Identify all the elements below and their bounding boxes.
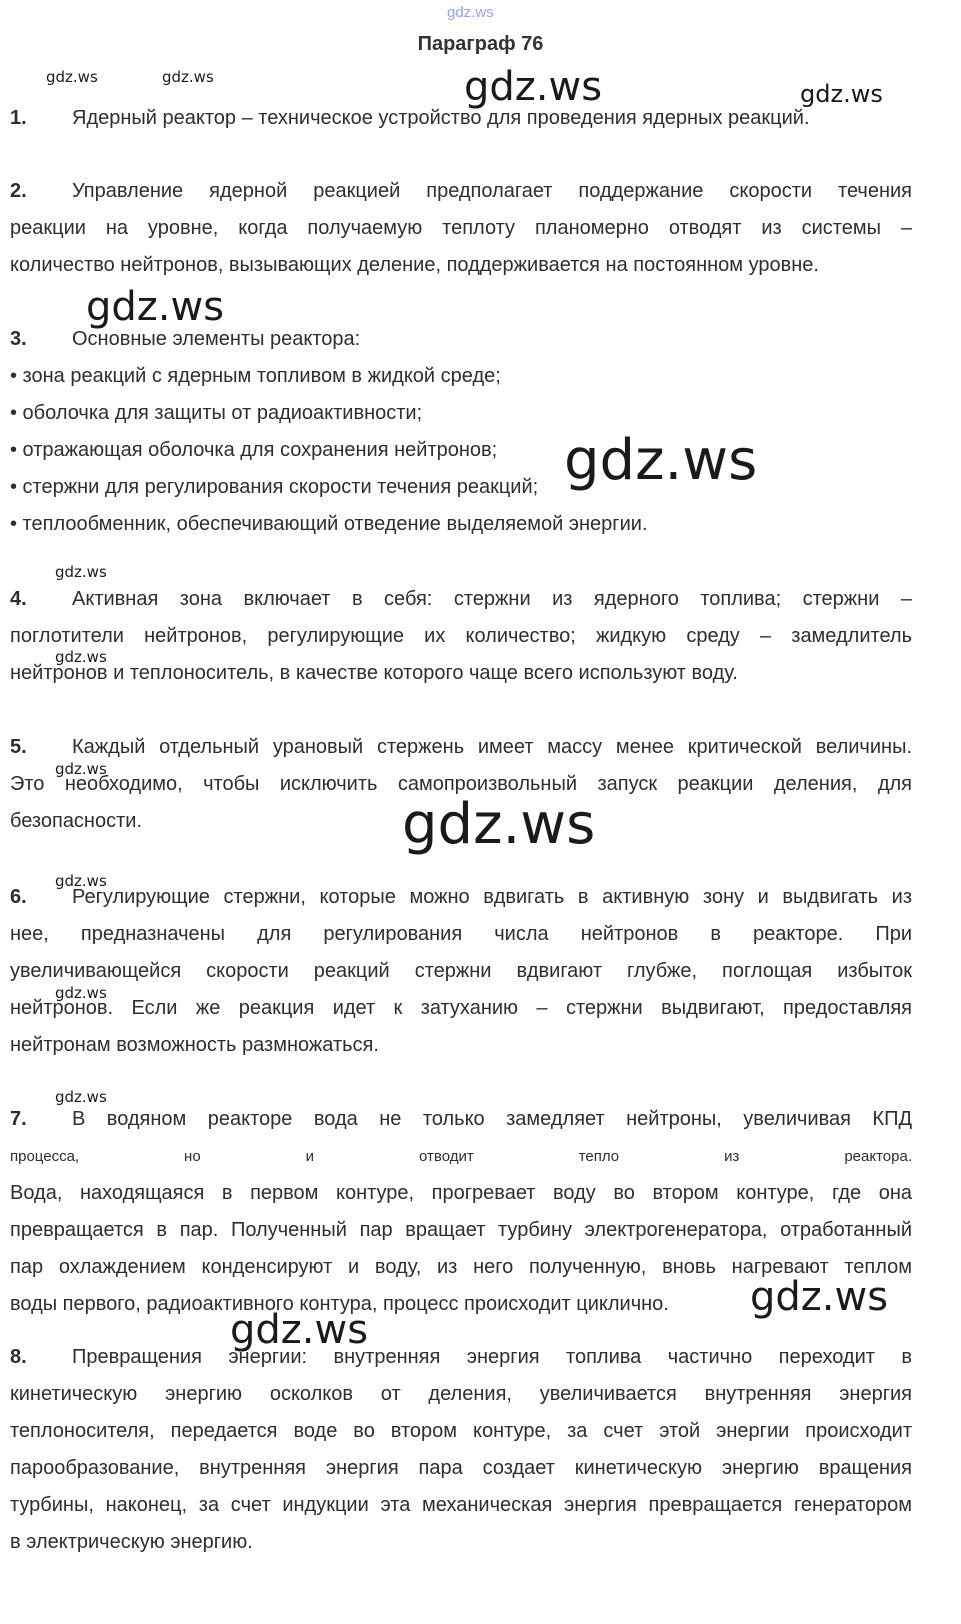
watermark: gdz.ws (800, 80, 883, 108)
item-text: нее, предназначены для регулирования числа нейтронов в реакторе. При (10, 923, 912, 945)
watermark: gdz.ws (46, 68, 98, 86)
watermark: gdz.ws (464, 64, 603, 110)
item-4 (10, 581, 912, 692)
item-text: нейтронов. Если же реакция идет к затуханию – стержни выдвигают, предоставляя (10, 997, 912, 1019)
item-text: пар охлаждением конденсируют и воду, из него полученную, вновь нагревают теплом (10, 1256, 912, 1278)
watermark: gdz.ws (55, 984, 107, 1002)
item-text: Основные элементы реактора: (72, 328, 361, 350)
watermark: gdz.ws (564, 428, 758, 493)
watermark: gdz.ws (230, 1307, 369, 1353)
item-text: воды первого, радиоактивного контура, процесс происходит циклично. (10, 1293, 669, 1315)
item-text: Регулирующие стержни, которые можно вдвигать в активную зону и выдвигать из (72, 886, 912, 908)
watermark: gdz.ws (402, 792, 596, 857)
item-text: Каждый отдельный урановый стержень имеет массу менее критической величины. (72, 736, 912, 758)
item-text: турбины, наконец, за счет индукции эта механическая энергия превращается генератором (10, 1494, 912, 1516)
item-number: 6. (10, 886, 27, 908)
item-number: 3. (10, 328, 27, 350)
item-8 (10, 1339, 912, 1561)
item-text: количество нейтронов, вызывающих деление, поддерживается на постоянном уровне. (10, 254, 819, 276)
item-text: Ядерный реактор – техническое устройство для проведения ядерных реакций. (72, 107, 810, 129)
item-number: 8. (10, 1346, 27, 1368)
item-text: Управление ядерной реакцией предполагает поддержание скорости течения (72, 180, 912, 202)
list-item: • оболочка для защиты от радиоактивности; (10, 402, 423, 424)
watermark: gdz.ws (55, 872, 107, 890)
item-text: В водяном реакторе вода не только замедляет нейтроны, увеличивая КПД (72, 1108, 912, 1130)
item-text: нейтронам возможность размножаться. (10, 1034, 379, 1056)
watermark: gdz.ws (750, 1274, 889, 1320)
list-item: • теплообменник, обеспечивающий отведение выделяемой энергии. (10, 513, 648, 535)
top-watermark: gdz.ws (447, 4, 494, 21)
item-text: кинетическую энергию осколков от деления, увеличивается внутренняя энергия (10, 1383, 912, 1405)
item-1 (10, 100, 912, 137)
item-text: реакции на уровне, когда получаемую теплоту планомерно отводят из системы – (10, 217, 912, 239)
item-7 (10, 1101, 912, 1323)
item-5 (10, 729, 912, 840)
item-3 (10, 321, 912, 543)
item-2 (10, 173, 912, 284)
watermark: gdz.ws (162, 68, 214, 86)
list-item: • отражающая оболочка для сохранения нейтронов; (10, 439, 498, 461)
watermark: gdz.ws (86, 284, 225, 330)
item-text: безопасности. (10, 810, 142, 832)
item-number: 4. (10, 588, 27, 610)
item-text: Это необходимо, чтобы исключить самопроизвольный запуск реакции деления, для (10, 773, 912, 795)
item-text: поглотители нейтронов, регулирующие их количество; жидкую среду – замедлитель (10, 625, 912, 647)
list-item: • стержни для регулирования скорости течения реакций; (10, 476, 539, 498)
item-text: в электрическую энергию. (10, 1531, 253, 1553)
list-item: • зона реакций с ядерным топливом в жидкой среде; (10, 365, 501, 387)
watermark: gdz.ws (55, 1088, 107, 1106)
item-text: процесса, но и отводит тепло из реактора. (10, 1148, 912, 1165)
item-text: Активная зона включает в себя: стержни из ядерного топлива; стержни – (72, 588, 912, 610)
item-number: 5. (10, 736, 27, 758)
item-number: 7. (10, 1108, 27, 1130)
item-text: Превращения энергии: внутренняя энергия топлива частично переходит в (72, 1346, 912, 1368)
item-number: 1. (10, 107, 27, 129)
item-text: нейтронов и теплоноситель, в качестве которого чаще всего используют воду. (10, 662, 738, 684)
item-text: Вода, находящаяся в первом контуре, прогревает воду во втором контуре, где она (10, 1182, 912, 1204)
page-title: Параграф 76 (417, 33, 544, 55)
item-6 (10, 879, 912, 1064)
watermark: gdz.ws (55, 563, 107, 581)
item-number: 2. (10, 180, 27, 202)
item-text: превращается в пар. Полученный пар вращает турбину электрогенератора, отработанный (10, 1219, 912, 1241)
watermark: gdz.ws (55, 648, 107, 666)
item-text: парообразование, внутренняя энергия пара создает кинетическую энергию вращения (10, 1457, 912, 1479)
item-text: теплоносителя, передается воде во втором контуре, за счет этой энергии происходит (10, 1420, 912, 1442)
watermark: gdz.ws (55, 760, 107, 778)
item-text: увеличивающейся скорости реакций стержни вдвигают глубже, поглощая избыток (10, 960, 912, 982)
